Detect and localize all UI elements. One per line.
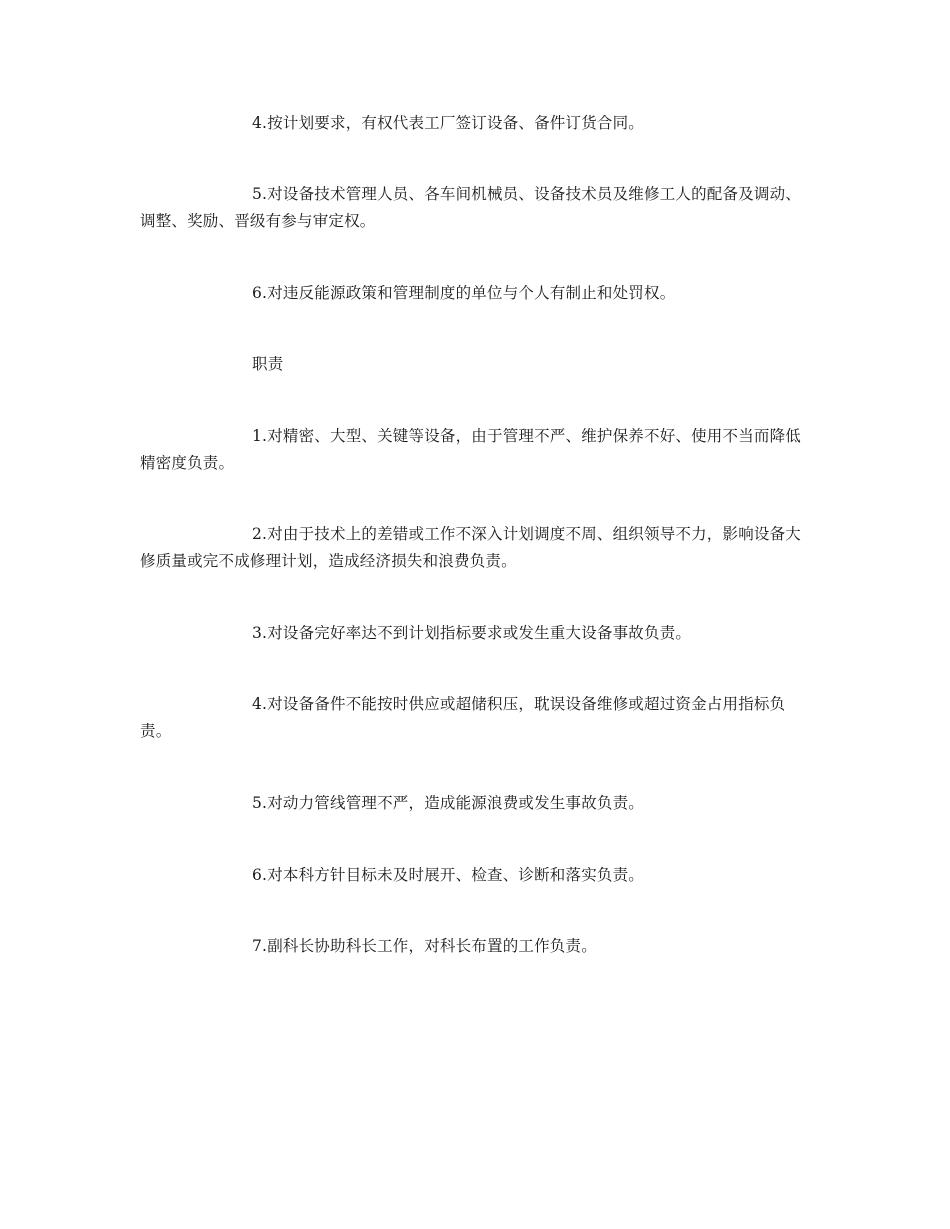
rights-item-6: 6.对违反能源政策和管理制度的单位与个人有制止和处罚权。 (252, 284, 676, 302)
responsibility-item-3: 3.对设备完好率达不到计划指标要求或发生重大设备事故负责。 (252, 624, 692, 642)
responsibility-item-5: 5.对动力管线管理不严，造成能源浪费或发生事故负责。 (252, 794, 644, 812)
responsibility-item-7: 7.副科长协助科长工作，对科长布置的工作负责。 (252, 937, 597, 955)
rights-item-5: 5.对设备技术管理人员、各车间机械员、设备技术员及维修工人的配备及调动、调整、奖励、晋级有参与审定权。 (140, 185, 801, 230)
responsibility-item-6: 6.对本科方针目标未及时展开、检查、诊断和落实负责。 (252, 866, 644, 884)
rights-item-4: 4.按计划要求，有权代表工厂签订设备、备件订货合同。 (252, 114, 644, 132)
responsibility-item-1: 1.对精密、大型、关键等设备，由于管理不严、维护保养不好、使用不当而降低精密度负责。 (140, 427, 801, 472)
responsibility-item-2: 2.对由于技术上的差错或工作不深入计划调度不周、组织领导不力，影响设备大修质量或完不成修理计划，造成经济损失和浪费负责。 (140, 525, 801, 570)
responsibility-item-4: 4.对设备备件不能按时供应或超储积压，耽误设备维修或超过资金占用指标负责。 (140, 695, 786, 740)
responsibilities-heading: 职责 (252, 355, 284, 373)
